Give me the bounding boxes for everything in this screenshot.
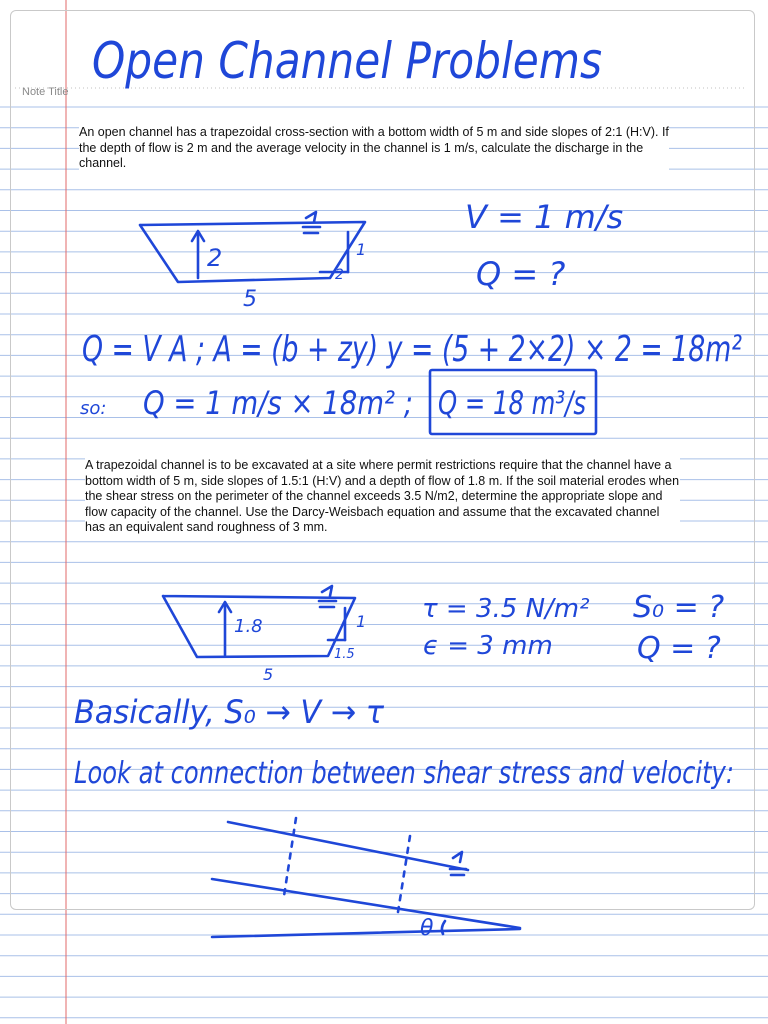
sketch-2-run: 1.5 <box>334 647 355 662</box>
unknown-flow: Q = ? <box>637 631 721 666</box>
horizontal-datum-line <box>212 929 520 937</box>
sketch-2-depth: 1.8 <box>234 616 263 637</box>
problem-1-text: An open channel has a trapezoidal cross-section with a bottom width of 5 m and side slopes of 2:1 (H:V). If the depth of flow is 2 m and the average velocity in the channel is 1 m/s, calculate the discharge in the channel. <box>79 125 669 170</box>
basically-line: Basically, S₀ → V → τ <box>74 693 385 731</box>
problem-2-text: A trapezoidal channel is to be excavated at a site where permit restrictions require that the channel have a bottom width of 5 m, side slopes of 1.5:1 (H:V) and a depth of flow of 1.8 m. If the soil material erodes when the shear stress on the perimeter of the channel exceeds 3.5 N/m2, determine the appropriate slope and flow capacity of the channel. Use the Darcy-Weisbach equation and assume that the excavated channel has an equivalent sand roughness of 3 mm. <box>85 458 680 534</box>
equation-discharge: Q = 1 m/s × 18m² ; <box>143 384 413 422</box>
equation-so-prefix: so: <box>80 398 107 419</box>
water-surface-symbol-1 <box>306 212 316 222</box>
note-title-label: Note Title <box>22 86 69 98</box>
given-unknown-q: Q = ? <box>476 255 566 293</box>
control-section-left <box>284 818 296 896</box>
sketch-1-run: 2 <box>335 267 344 283</box>
look-at-line: Look at connection between shear stress and velocity: <box>74 756 734 791</box>
sketch-2-bottom: 5 <box>263 665 274 684</box>
water-surface-symbol-3 <box>453 852 462 862</box>
channel-sketch-2 <box>163 586 366 684</box>
water-surface-line <box>228 822 468 870</box>
equation-area: Q = V A ; A = (b + zy) y = (5 + 2×2) × 2 = 18m² <box>82 329 742 370</box>
given-roughness: ϵ = 3 mm <box>423 631 553 661</box>
sketch-1-bottom: 5 <box>243 287 257 312</box>
control-section-right <box>398 836 410 912</box>
water-surface-symbol-2 <box>322 586 332 596</box>
handwritten-title: Open Channel Problems <box>92 32 602 90</box>
angle-theta-label: θ <box>420 916 434 941</box>
channel-sketch-1 <box>140 212 366 312</box>
incline-sketch <box>212 818 520 941</box>
given-shear-stress: τ = 3.5 N/m² <box>422 594 590 624</box>
sketch-2-rise: 1 <box>356 612 367 631</box>
channel-bed-line <box>212 879 520 928</box>
sketch-1-rise: 1 <box>356 240 367 259</box>
given-velocity: V = 1 m/s <box>465 198 624 236</box>
unknown-slope: S₀ = ? <box>633 590 725 625</box>
answer-discharge: Q = 18 m³/s <box>438 384 586 422</box>
sketch-1-depth: 2 <box>207 244 223 272</box>
